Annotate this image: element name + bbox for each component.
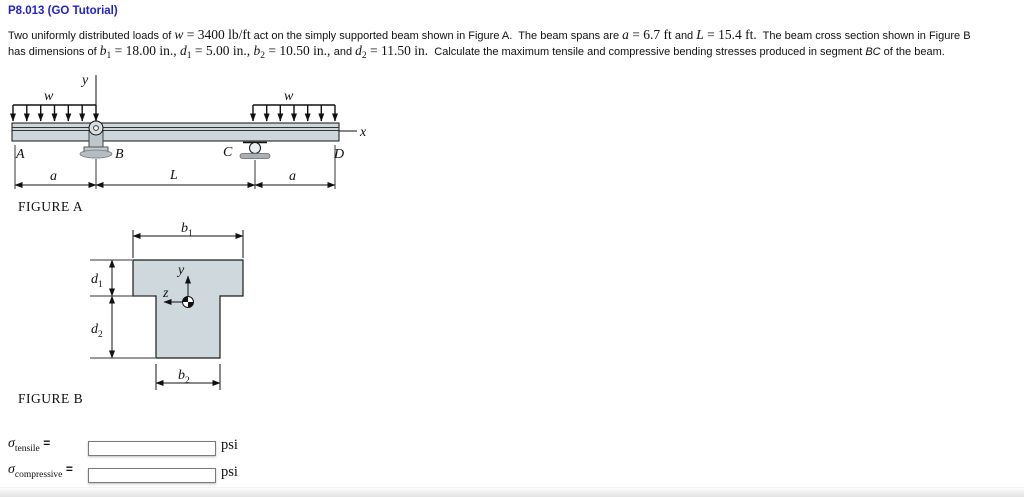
text-segment: a bbox=[622, 27, 629, 42]
sigma-subscript: compressive bbox=[14, 469, 63, 480]
pin-base bbox=[80, 150, 112, 158]
dim-label-b1-sub: 1 bbox=[188, 229, 193, 239]
text-segment: b bbox=[253, 43, 261, 58]
text-segment: act on the simply supported beam shown in Figure A. The beam spans are bbox=[250, 30, 623, 42]
dim-label-d2-sub: 2 bbox=[98, 330, 103, 340]
dim-label-b2-sub: 2 bbox=[185, 376, 190, 386]
distributed-load-left bbox=[13, 105, 96, 121]
figure-a-caption: FIGURE A bbox=[18, 199, 84, 214]
text-segment: 2 bbox=[361, 51, 367, 62]
text-segment: Calculate the maximum tensile and compressive bending stresses produced in segment bbox=[428, 46, 866, 58]
text-segment: and bbox=[671, 30, 697, 42]
dim-label-a-right: a bbox=[289, 169, 296, 184]
text-segment: = 5.00 in., bbox=[191, 43, 254, 58]
roller-circle bbox=[250, 143, 261, 154]
roller-support-c bbox=[240, 143, 270, 159]
problem-text-line-1 bbox=[8, 27, 971, 44]
figure-b-caption: FIGURE B bbox=[18, 391, 84, 406]
figure-b-cross-section bbox=[78, 216, 268, 396]
text-segment: Two uniformly distributed loads of bbox=[8, 30, 175, 42]
text-segment: L bbox=[696, 27, 704, 42]
point-label-d: D bbox=[334, 147, 345, 162]
figure-a-beam-diagram bbox=[0, 70, 380, 200]
dim-label-d1: d bbox=[91, 272, 98, 287]
y-axis-label: y bbox=[82, 73, 89, 88]
text-segment: d bbox=[179, 43, 187, 58]
text-segment: b bbox=[99, 43, 107, 58]
centroid-z-label: z bbox=[163, 286, 169, 301]
page-title: P8.013 (GO Tutorial) bbox=[8, 5, 118, 17]
point-label-b: B bbox=[115, 147, 124, 162]
text-segment: 2 bbox=[260, 51, 265, 62]
dim-label-d2: d bbox=[91, 322, 98, 337]
pin-circle-center bbox=[94, 126, 99, 131]
compressive-unit-label: psi bbox=[221, 464, 238, 480]
text-segment: of the beam. bbox=[880, 46, 945, 58]
bottom-panel-edge bbox=[0, 487, 1024, 497]
x-axis-label: x bbox=[360, 125, 367, 140]
centroid-y-label: y bbox=[178, 263, 185, 278]
equals-sign: = bbox=[65, 462, 73, 476]
distributed-load-right bbox=[253, 105, 335, 121]
dim-label-b1: b bbox=[181, 221, 188, 236]
text-segment: = 15.4 ft. bbox=[703, 27, 757, 42]
load-label-left: w bbox=[44, 89, 54, 104]
tensile-stress-input[interactable] bbox=[88, 441, 216, 456]
t-section-shape bbox=[133, 260, 243, 358]
roller-base bbox=[240, 154, 270, 159]
text-segment: = 11.50 in. bbox=[366, 43, 429, 58]
sigma-symbol: σ bbox=[8, 436, 15, 451]
tensile-stress-label bbox=[8, 436, 50, 454]
text-segment: w bbox=[174, 27, 184, 42]
dim-label-d1-sub: 1 bbox=[98, 280, 103, 290]
sigma-subscript: tensile bbox=[14, 443, 40, 454]
text-segment: d bbox=[355, 43, 362, 58]
tensile-unit-label: psi bbox=[221, 437, 238, 453]
point-label-a: A bbox=[16, 147, 25, 162]
text-segment: and bbox=[333, 46, 356, 58]
text-segment: = 6.7 ft bbox=[628, 27, 672, 42]
compressive-stress-input[interactable] bbox=[88, 468, 216, 483]
compressive-stress-label bbox=[8, 462, 73, 480]
beam bbox=[12, 123, 339, 141]
text-segment: has dimensions of bbox=[8, 46, 100, 58]
dim-label-a-left: a bbox=[50, 169, 57, 184]
text-segment: = 10.50 in., bbox=[264, 43, 334, 58]
problem-text-line-2 bbox=[8, 43, 945, 64]
text-segment: 1 bbox=[106, 51, 112, 62]
dim-label-b2: b bbox=[178, 368, 185, 383]
text-segment: = 3400 lb/ft bbox=[183, 27, 251, 42]
sigma-symbol: σ bbox=[8, 462, 15, 477]
load-label-right: w bbox=[284, 89, 294, 104]
equals-sign: = bbox=[43, 436, 51, 450]
text-segment: 1 bbox=[186, 51, 192, 62]
text-segment: = 18.00 in., bbox=[111, 43, 180, 58]
text-segment: BC bbox=[865, 46, 881, 58]
centroid-marker bbox=[183, 297, 194, 308]
point-label-c: C bbox=[223, 145, 233, 160]
text-segment: The beam cross section shown in Figure B bbox=[756, 30, 971, 42]
dim-label-l: L bbox=[170, 168, 178, 183]
